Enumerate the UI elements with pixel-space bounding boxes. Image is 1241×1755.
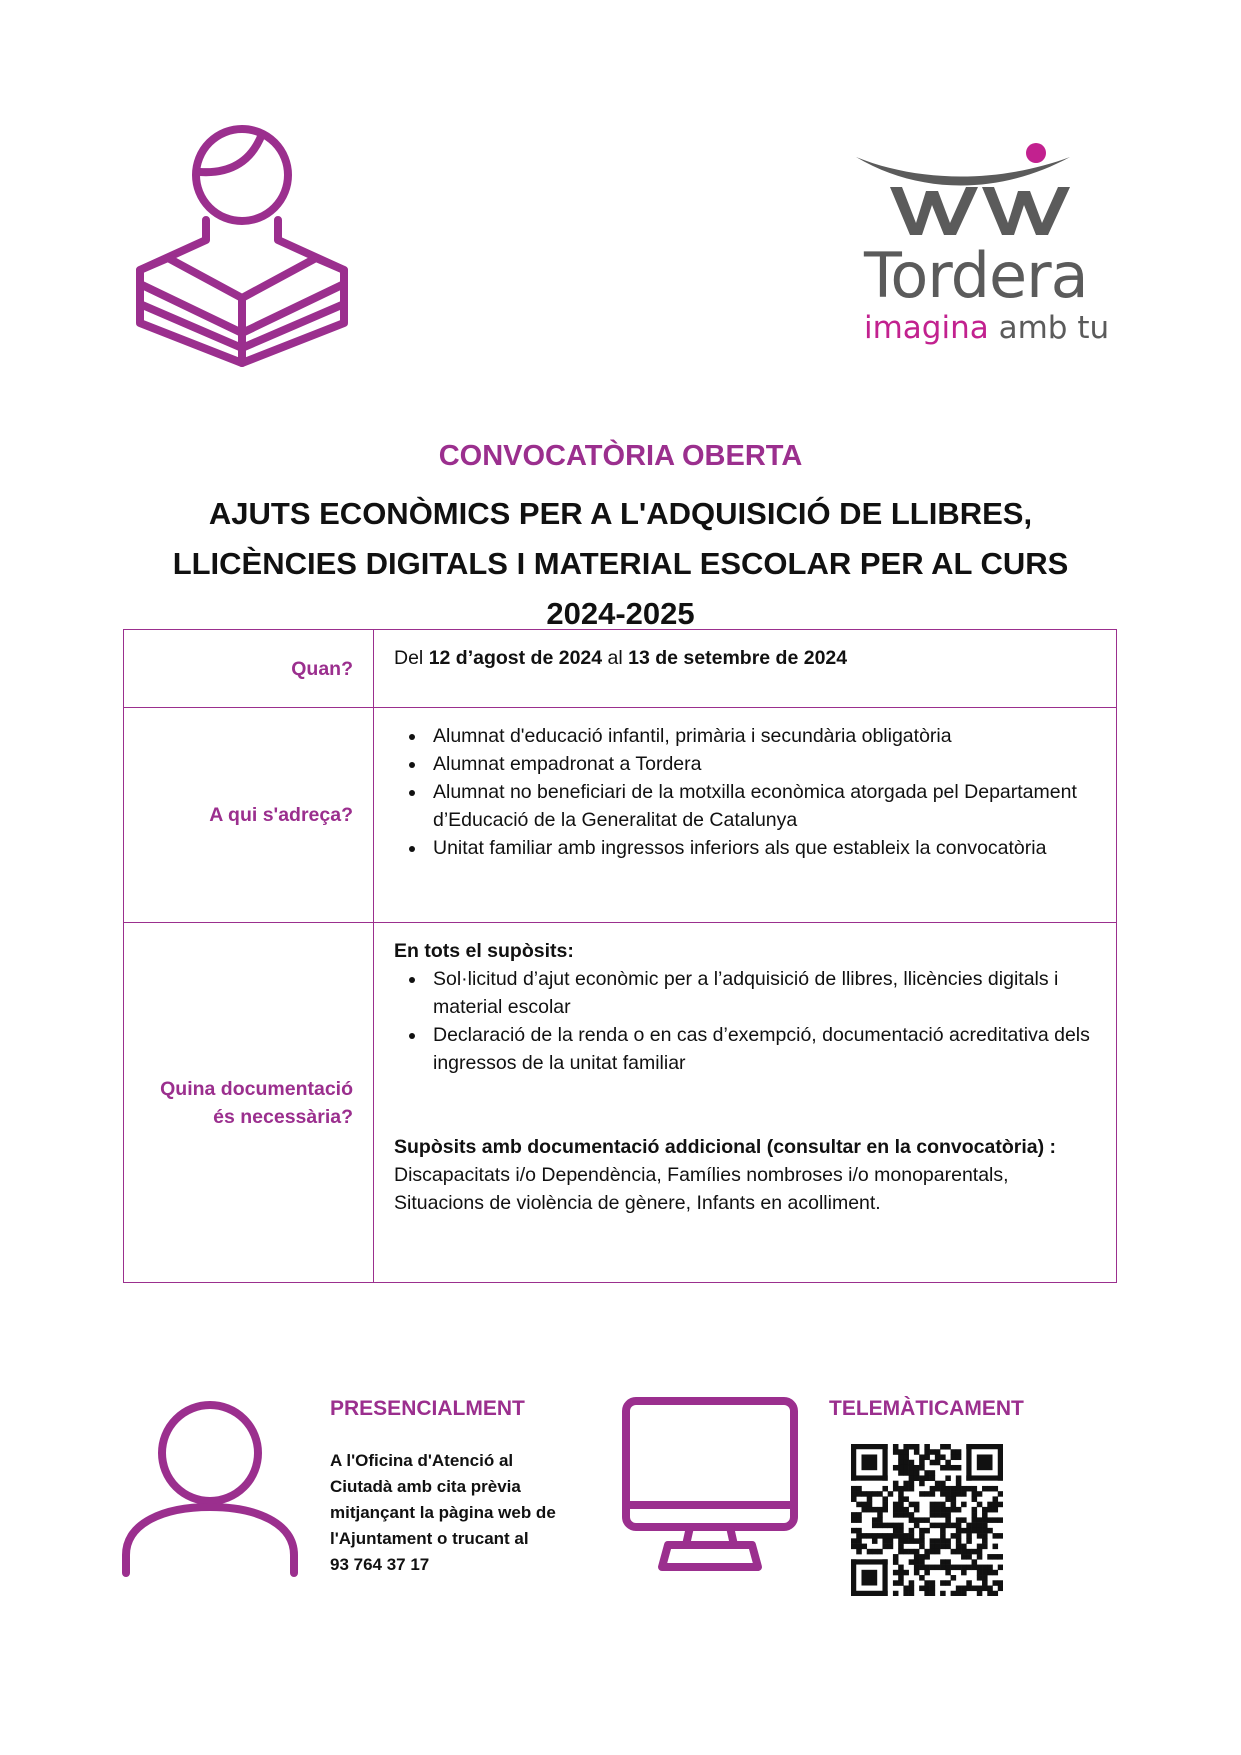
info-table [123,629,1117,1283]
tordera-logo [850,135,1110,345]
who-value-cell [374,708,1117,923]
logo-tagline [864,310,1110,346]
in-person-heading: PRESENCIALMENT [330,1397,525,1420]
docs-value-cell [374,923,1117,1283]
qr-code-icon[interactable] [851,1444,1003,1596]
phone-number: 93 764 37 17 [330,1555,430,1574]
when-start-date: 12 d’agost de 2024 [428,647,603,669]
docs-label-cell [124,923,374,1283]
title-line-1: AJUTS ECONÒMICS PER A L'ADQUISICIÓ DE LLIBRES, [208,496,1033,531]
docs-label-line-2: és necessària? [213,1105,353,1128]
in-person-text [330,1448,600,1578]
docs-list [394,965,1100,1077]
logo-brand: Tordera [864,239,1088,312]
reader-book-icon [120,118,370,368]
when-label: Quan? [291,658,353,680]
when-prefix: Del [394,647,424,669]
when-end-date: 13 de setembre de 2024 [628,647,848,669]
person-icon [120,1395,300,1580]
table-row-when [124,630,1117,708]
list-item: Unitat familiar amb ingressos inferiors als que estableix la convocatòria [394,834,1100,862]
title-line-2: LLICÈNCIES DIGITALS I MATERIAL ESCOLAR PER AL CURS [172,546,1069,581]
list-item: Declaració de la renda o en cas d’exempció, documentació acreditativa dels ingressos de la unitat familiar [394,1021,1100,1077]
table-row-who [124,708,1117,923]
when-value [394,630,1100,672]
list-item: Alumnat d'educació infantil, primària i secundària obligatòria [394,722,1100,750]
docs-label [124,1075,353,1131]
logo-mark-icon [850,135,1110,245]
logo-tagline-highlight: imagina [864,310,989,346]
list-item: Sol·licitud d’ajut econòmic per a l’adquisició de llibres, llicències digitals i material escolar [394,965,1100,1021]
table-row-docs [124,923,1117,1283]
docs-label-line-1: Quina documentació [160,1077,353,1100]
monitor-icon [620,1395,800,1575]
call-status: CONVOCATÒRIA OBERTA [438,440,803,472]
page-title [120,489,1121,639]
in-person-line: l'Ajuntament o trucant al [330,1529,529,1548]
docs-all-cases-heading: En tots el supòsits: [394,940,574,962]
docs-additional-heading: Supòsits amb documentació addicional (consultar en la convocatòria) : [394,1136,1057,1158]
list-item: Alumnat empadronat a Tordera [394,750,1100,778]
who-label-cell [124,708,374,923]
when-value-cell [374,630,1117,708]
when-middle: al [607,647,623,669]
docs-additional-text: Discapacitats i/o Dependència, Famílies nombroses i/o monoparentals, Situacions de violència de gènere, Infants en acolliment. [394,1164,1009,1214]
in-person-line: mitjançant la pàgina web de [330,1503,556,1522]
list-item: Alumnat no beneficiari de la motxilla econòmica atorgada pel Departament d’Educació de la Generalitat de Catalunya [394,778,1100,834]
in-person-line: Ciutadà amb cita prèvia [330,1477,521,1496]
online-heading: TELEMÀTICAMENT [829,1397,1024,1420]
when-label-cell [124,630,374,708]
in-person-line: A l'Oficina d'Atenció al [330,1451,514,1470]
title-line-3: 2024-2025 [546,596,695,631]
who-list [394,708,1100,862]
who-label: A qui s'adreça? [209,804,353,826]
logo-tagline-rest: amb tu [998,310,1110,346]
